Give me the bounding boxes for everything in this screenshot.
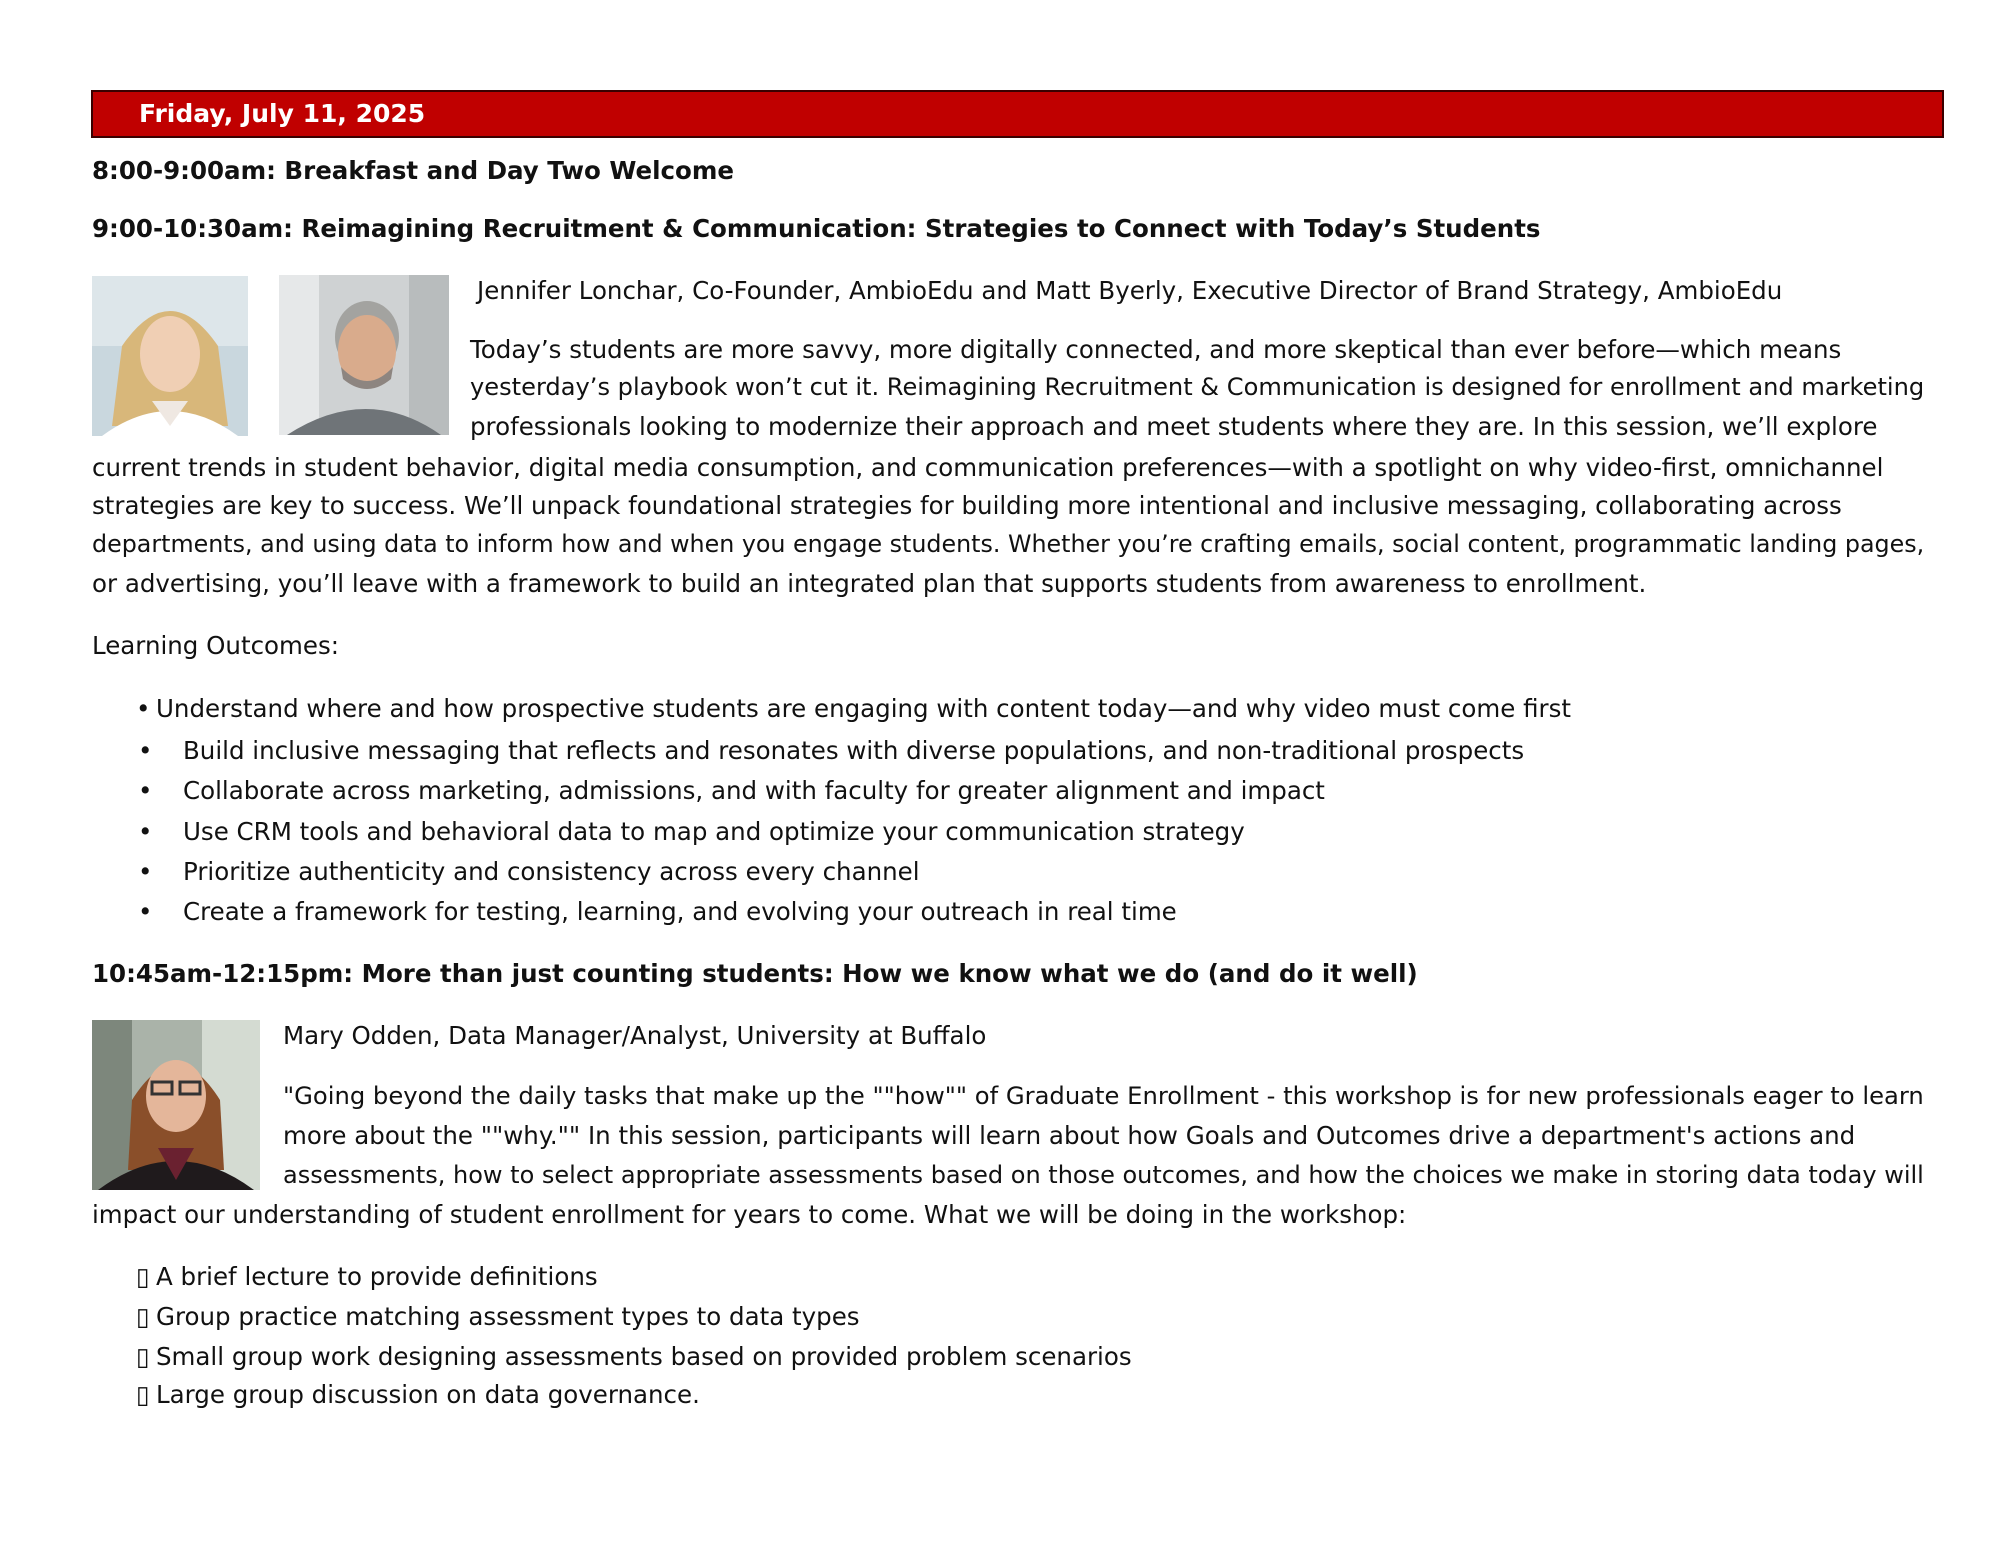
speaker-photo-jennifer xyxy=(92,276,248,436)
session-2-description-line: yesterday’s playbook won’t cut it. Reimagining Recruitment & Communication is designed for enrollment and marketing xyxy=(470,373,1925,401)
learning-outcome-item: Use CRM tools and behavioral data to map and optimize your communication strategy xyxy=(183,817,1245,846)
session-2-description-line: professionals looking to modernize their approach and meet students where they are. In this session, we’ll explore xyxy=(470,412,1878,441)
learning-outcome-item: Understand where and how prospective students are engaging with content today—and why video must come first xyxy=(156,694,1571,723)
speaker-photo-matt xyxy=(279,275,449,435)
bullet-glyph: • xyxy=(138,897,153,926)
bullet-glyph: • xyxy=(136,694,151,723)
workshop-activity-item: Group practice matching assessment types to data types xyxy=(156,1302,860,1331)
session-3-description-line: "Going beyond the daily tasks that make up the ""how"" of Graduate Enrollment - this workshop is for new professionals eager to learn xyxy=(283,1081,1924,1110)
session-3-speakers: Mary Odden, Data Manager/Analyst, University at Buffalo xyxy=(283,1021,987,1050)
missing-glyph-box: ▯ xyxy=(136,1342,150,1371)
workshop-activity-item: Large group discussion on data governance. xyxy=(156,1380,700,1409)
workshop-activity-item: A brief lecture to provide definitions xyxy=(156,1262,598,1291)
missing-glyph-box: ▯ xyxy=(136,1262,150,1291)
bullet-glyph: • xyxy=(138,736,153,765)
session-2-description-line: or advertising, you’ll leave with a framework to build an integrated plan that supports students from awareness to enrollment. xyxy=(92,569,1647,598)
missing-glyph-box: ▯ xyxy=(136,1302,150,1331)
workshop-activity-item: Small group work designing assessments based on provided problem scenarios xyxy=(156,1342,1132,1371)
day-header-bar xyxy=(91,90,1944,138)
session-2-heading: 9:00-10:30am: Reimagining Recruitment & Communication: Strategies to Connect with Today’s Students xyxy=(92,214,1541,243)
session-3-heading: 10:45am-12:15pm: More than just counting students: How we know what we do (and do it well) xyxy=(92,959,1418,988)
learning-outcome-item: Build inclusive messaging that reflects and resonates with diverse populations, and non-traditional prospects xyxy=(183,736,1525,765)
session-3-description-line: assessments, how to select appropriate assessments based on those outcomes, and how the choices we make in storing data today will xyxy=(283,1161,1924,1189)
bullet-glyph: • xyxy=(138,817,153,846)
session-2-description-line: Today’s students are more savvy, more digitally connected, and more skeptical than ever before—which means xyxy=(470,335,1842,364)
learning-outcome-item: Create a framework for testing, learning, and evolving your outreach in real time xyxy=(183,897,1177,926)
learning-outcome-item: Collaborate across marketing, admissions, and with faculty for greater alignment and impact xyxy=(183,776,1325,805)
learning-outcome-item: Prioritize authenticity and consistency across every channel xyxy=(183,857,920,886)
learning-outcomes-label: Learning Outcomes: xyxy=(92,631,339,660)
session-3-description-line: more about the ""why."" In this session, participants will learn about how Goals and Outcomes drive a department's actions and xyxy=(283,1121,1856,1150)
session-2-description-line: departments, and using data to inform how and when you engage students. Whether you’re crafting emails, social content, programmatic landing pages, xyxy=(92,530,1925,558)
bullet-glyph: • xyxy=(138,776,153,805)
session-3-description-line: impact our understanding of student enrollment for years to come. What we will be doing in the workshop: xyxy=(92,1200,1407,1229)
speaker-photo-mary xyxy=(92,1020,260,1190)
bullet-glyph: • xyxy=(138,857,153,886)
session-2-speakers: Jennifer Lonchar, Co-Founder, AmbioEdu and Matt Byerly, Executive Director of Brand Strategy, AmbioEdu xyxy=(477,276,1783,305)
missing-glyph-box: ▯ xyxy=(136,1380,150,1409)
session-1-heading: 8:00-9:00am: Breakfast and Day Two Welcome xyxy=(92,156,734,185)
session-2-description-line: strategies are key to success. We’ll unpack foundational strategies for building more intentional and inclusive messaging, collaborating across xyxy=(92,491,1842,520)
session-2-description-line: current trends in student behavior, digital media consumption, and communication preferences—with a spotlight on why video-first, omnichannel xyxy=(92,453,1884,482)
day-header-title: Friday, July 11, 2025 xyxy=(139,99,426,128)
